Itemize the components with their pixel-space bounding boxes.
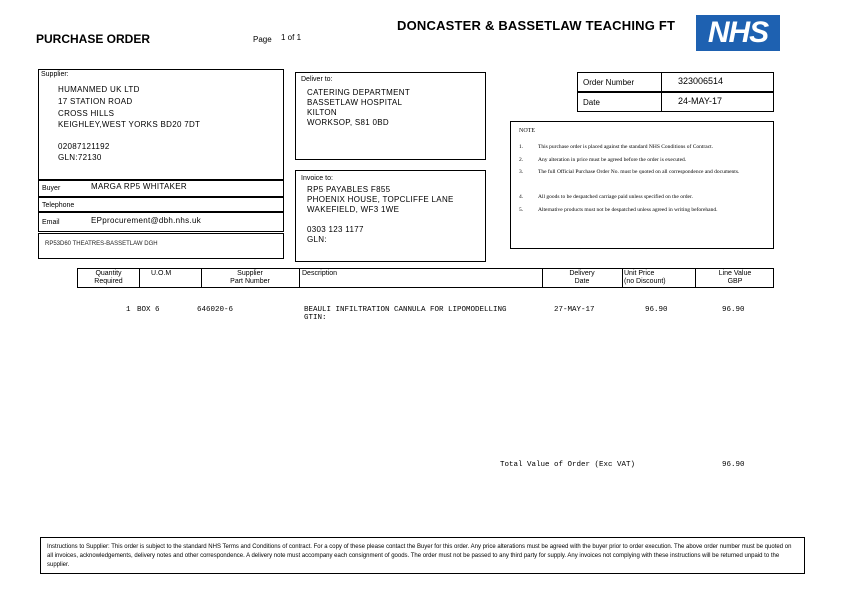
page-label: Page	[253, 35, 272, 44]
supplier-line: HUMANMED UK LTD	[58, 85, 140, 94]
note-text: The full Official Purchase Order No. must be quoted on all correspondence and documents.	[538, 169, 740, 175]
telephone-row	[38, 197, 284, 212]
divider	[299, 269, 300, 287]
deliver-line: CATERING DEPARTMENT	[307, 88, 411, 97]
buyer-row	[38, 180, 284, 197]
col-line-value: Line Value GBP	[718, 270, 752, 285]
supplier-label: Supplier:	[41, 71, 69, 78]
invoice-phone: 0303 123 1177	[307, 225, 364, 234]
order-number-row	[577, 72, 774, 92]
note-number: 3.	[519, 169, 524, 175]
buyer-value: MARGA RP5 WHITAKER	[91, 182, 187, 191]
deliver-to-box	[295, 72, 486, 160]
order-date-label: Date	[583, 98, 600, 107]
page-number: 1 of 1	[281, 33, 302, 42]
deliver-line: BASSETLAW HOSPITAL	[307, 98, 403, 107]
deliver-line: WORKSOP, S81 0BD	[307, 118, 390, 127]
col-unit-price: Unit Price (no Discount)	[624, 270, 666, 285]
row-line-value: 96.90	[722, 306, 745, 314]
col-uom: U.O.M	[151, 270, 172, 277]
note-text: Any alteration in price must be agreed before the order is executed.	[538, 157, 687, 163]
supplier-line: KEIGHLEY,WEST YORKS BD20 7DT	[58, 120, 201, 129]
deliver-label: Deliver to:	[301, 76, 333, 83]
col-quantity: Quantity Required	[94, 270, 123, 285]
note-number: 2.	[519, 157, 524, 163]
note-text: Alternative products must not be despatched unless agreed in writing beforehand.	[538, 207, 718, 213]
row-description: BEAULI INFILTRATION CANNULA FOR LIPOMODELLING	[304, 306, 507, 314]
row-unit-price: 96.90	[645, 306, 668, 314]
row-part-number: 646020-6	[197, 306, 234, 314]
col-description: Description	[302, 270, 338, 277]
supplier-box	[38, 69, 284, 180]
invoice-label: Invoice to:	[301, 175, 333, 182]
buyer-label: Buyer	[42, 185, 61, 192]
telephone-label: Telephone	[42, 202, 75, 209]
nhs-logo: NHS	[696, 15, 780, 51]
row-gtin: GTIN:	[304, 314, 327, 322]
col-supplier-part: Supplier Part Number	[230, 270, 270, 285]
email-value[interactable]: EPprocurement@dbh.nhs.uk	[91, 216, 202, 225]
invoice-line: RP5 PAYABLES F855	[307, 185, 391, 194]
supplier-gln: GLN:72130	[58, 153, 102, 162]
total-label: Total Value of Order (Exc VAT)	[500, 461, 636, 469]
email-row	[38, 212, 284, 232]
supplier-line: 17 STATION ROAD	[58, 97, 133, 106]
supplier-phone: 02087121192	[58, 142, 110, 151]
page-title: PURCHASE ORDER	[36, 32, 151, 46]
invoice-line: WAKEFIELD, WF3 1WE	[307, 205, 400, 214]
deliver-line: KILTON	[307, 108, 337, 117]
note-text: All goods to be despatched carriage paid unless specified on the order.	[538, 194, 693, 200]
divider	[661, 73, 662, 91]
instructions-box	[40, 537, 805, 574]
note-box	[510, 121, 774, 249]
divider	[622, 269, 623, 287]
note-number: 4.	[519, 194, 524, 200]
note-number: 5.	[519, 207, 524, 213]
order-date-row	[577, 92, 774, 112]
email-label: Email	[42, 219, 60, 226]
trust-name: DONCASTER & BASSETLAW TEACHING FT	[397, 18, 676, 33]
order-number: 323006514	[678, 76, 724, 86]
order-number-label: Order Number	[583, 78, 635, 87]
invoice-line: PHOENIX HOUSE, TOPCLIFFE LANE	[307, 195, 454, 204]
note-number: 1.	[519, 144, 524, 150]
invoice-gln: GLN:	[307, 235, 327, 244]
table-header	[77, 268, 774, 288]
cost-centre-box	[38, 233, 284, 259]
cost-centre: RP53D60 THEATRES-BASSETLAW DGH	[45, 241, 158, 247]
row-delivery-date: 27-MAY-17	[554, 306, 595, 314]
row-quantity: 1	[126, 306, 131, 314]
col-delivery-date: Delivery Date	[569, 270, 595, 285]
supplier-line: CROSS HILLS	[58, 109, 115, 118]
row-uom: BOX 6	[137, 306, 160, 314]
note-title: NOTE	[519, 128, 535, 134]
note-text: This purchase order is placed against the standard NHS Conditions of Contract.	[538, 144, 714, 150]
invoice-to-box	[295, 170, 486, 262]
total-value: 96.90	[722, 461, 745, 469]
order-date: 24-MAY-17	[678, 96, 723, 106]
divider	[661, 93, 662, 111]
instructions-text: Instructions to Supplier: This order is subject to the standard NHS Terms and Conditions of contract. For a copy of these please contact the Buyer for this order. Any price alterations must be agreed with the buyer prior to order execution. The above order number must be quoted on all invoices, acknowledgements, delivery notes and other correspondence. A delivery note must accompany each consignment of goods. The order must not be passed to any third party for supply. Any invoices not complying with these instructions will be returned unpaid to the supplier.	[47, 544, 792, 568]
